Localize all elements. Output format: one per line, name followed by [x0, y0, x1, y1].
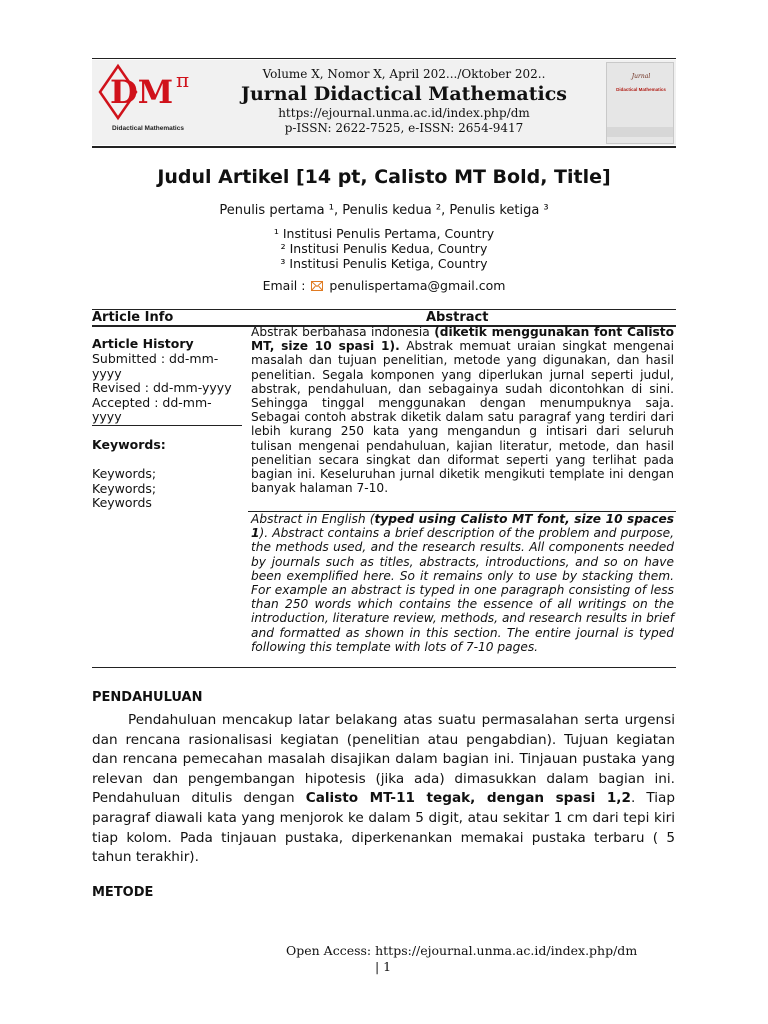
journal-info: [210, 66, 598, 136]
article-history-heading: Article History: [92, 336, 194, 351]
intro-text: Pendahuluan mencakup latar belakang atas suatu permasalahan serta urgensi dan rencana rasionalisasi kegiatan (penelitian atau pengabdian). Tujuan kegiatan dan rencana pemecahan masalah disajikan dalam bagian ini. Tinjauan pustaka yang relevan dan pengembangan hipotesis (jika ada) dimasukkan dalam bagian ini. Pendahuluan ditulis dengan: [92, 712, 675, 807]
abstract-indonesian: [251, 325, 674, 495]
table-bottom-rule: [92, 667, 676, 668]
logo-caption: Didactical Mathematics: [112, 125, 184, 132]
submitted-line-1: Submitted : dd-mm-: [92, 351, 219, 366]
table-top-rule: [92, 309, 676, 310]
header-bottom-rule: [92, 146, 676, 148]
abstract-en-bold: typed using Calisto MT font, size 10 spaces 1: [251, 512, 675, 541]
article-title: Judul Artikel [14 pt, Calisto MT Bold, Title]: [157, 166, 611, 188]
intro-text-cont: . Tiap paragraf diawali kata yang menjorok ke dalam 5 digit, atau sekitar 1 cm dari tepi kiri tiap kolom. Pada tinjauan pustaka, diperkenankan memakai pustaka terbaru ( 5 tahun terakhir).: [92, 790, 675, 866]
intro-text-bold: Calisto MT-11 tegak, dengan spasi 1,2: [305, 790, 631, 807]
article-info-heading: Article Info: [92, 310, 174, 325]
logo-pi-symbol: π: [176, 68, 190, 92]
author-list: Penulis pertama ¹, Penulis kedua ², Penulis ketiga ³: [219, 203, 549, 218]
institution-1: ¹ Institusi Penulis Pertama, Country: [273, 226, 495, 241]
institution-2: ² Institusi Penulis Kedua, Country: [280, 241, 488, 256]
abstract-english: [251, 512, 674, 654]
intro-paragraph: [92, 711, 675, 868]
abstract-id-bold: (diketik menggunakan font Calisto MT, size 10 spasi 1).: [251, 325, 674, 354]
keyword-item: Keywords: [92, 495, 152, 510]
accepted-line-2: yyyy: [92, 409, 122, 424]
keywords-list: [92, 467, 242, 511]
journal-volume: Volume X, Nomor X, April 202.../Oktober 202..: [262, 67, 546, 81]
journal-cover-thumbnail: [606, 62, 674, 144]
abstract-heading: Abstract: [426, 310, 489, 325]
email-line: [0, 278, 768, 293]
keywords-heading: Keywords:: [92, 437, 166, 452]
institution-3: ³ Institusi Penulis Ketiga, Country: [280, 256, 488, 271]
revised-date: Revised : dd-mm-yyyy: [92, 380, 232, 395]
cover-bottom-bar: [607, 127, 673, 137]
keyword-item: Keywords;: [92, 480, 157, 496]
submitted-line-2: yyyy: [92, 365, 122, 381]
journal-url[interactable]: https://ejournal.unma.ac.id/index.php/dm: [278, 106, 530, 120]
info-divider: [92, 425, 242, 426]
cover-title: Jurnal: [631, 73, 651, 80]
journal-issn: p-ISSN: 2622-7525, e-ISSN: 2654-9417: [284, 121, 524, 135]
header-top-rule: [92, 58, 676, 59]
email-address[interactable]: penulispertama@gmail.com: [329, 278, 506, 293]
email-label: Email :: [262, 278, 306, 293]
section-heading-intro: PENDAHULUAN: [92, 690, 203, 705]
submitted-date: [92, 352, 242, 425]
cover-subtitle: Didactical Mathematics: [616, 87, 666, 92]
section-heading-method: METODE: [92, 885, 154, 900]
mail-icon: [311, 281, 323, 291]
accepted-line-1: Accepted : dd-mm-: [92, 394, 212, 410]
abstract-id-text: Abstrak memuat uraian singkat mengenai masalah dan tujuan penelitian, metode yang digunakan, dan hasil penelitian. Segala komponen yang diperlukan jurnal seperti judul, abstrak, pendahuluan, dan sebagainya sudah dicontohkan di sini. Sehingga tinggal menggunakan dengan menumpuknya saja. Sebagai contoh abstrak diketik dalam satu paragraf yang terdiri dari lebih kurang 250 kata yang mengandun g intisari dari seluruh tulisan mengenai pendahuluan, kajian literatur, metode, dan hasil penelitian secara singkat dan diformat seperti yang terlihat pada bagian ini. Keseluruhan jurnal diketik mengikuti template ini dengan banyak halaman 7-10.: [251, 339, 674, 496]
logo-text: DM: [110, 73, 174, 111]
keyword-item: Keywords;: [92, 466, 157, 481]
page-number: | 1: [375, 959, 392, 974]
abstract-en-text: ). Abstract contains a brief description of the problem and purpose, the methods used, and the research results. All components needed by journals such as titles, abstracts, introductions, and so on have been exemplified here. So it remains only to use by stacking them. For example an abstract is typed in one paragraph consisting of less than 250 words which contains the essence of all writings on the introduction, literature review, methods, and research results in brief and formatted as shown in this section. The entire journal is typed following this template with lots of 7-10 pages.: [251, 526, 674, 654]
abstract-en-lead: Abstract in English (: [251, 512, 375, 526]
abstract-id-lead: Abstrak berbahasa indonesia: [251, 325, 430, 339]
footer-open-access[interactable]: Open Access: https://ejournal.unma.ac.id/index.php/dm: [286, 943, 638, 958]
journal-title: Jurnal Didactical Mathematics: [240, 83, 568, 105]
